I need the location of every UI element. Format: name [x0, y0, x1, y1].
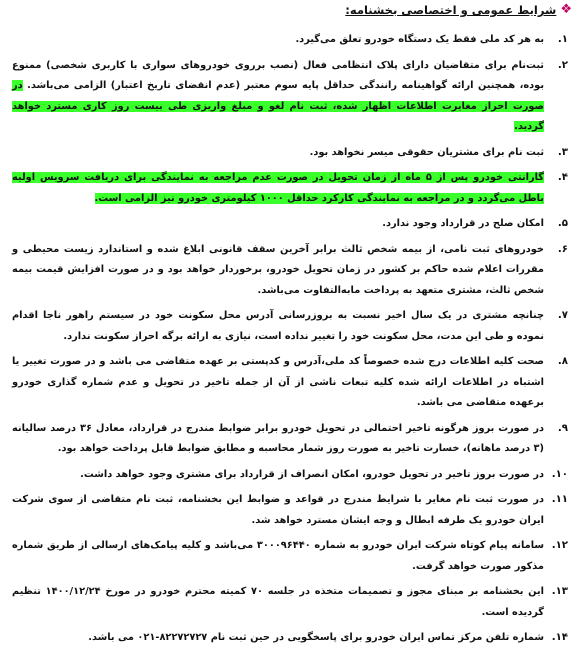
item-number: ۵. [557, 218, 568, 229]
item-text [12, 423, 544, 455]
item-number: ۹. [557, 422, 568, 434]
text-segment: صحت کلیه اطلاعات درج شده خصوصاً کد ملی،آدرس و کدپستی بر عهده متقاضی می باشد و در صورت تغییر یا اشتباه در اطلاعات ارائه شده کلیه تبعات ناشی از آن از جمله تاخیر در تحویل و عدم شماره گذاری خودرو برعهده متقاضی می باشد. [12, 356, 544, 408]
diamond-bullet-icon: ❖ [560, 2, 572, 17]
item-text [295, 34, 544, 45]
item-number: ۱۳. [551, 586, 568, 597]
item-number: ۱. [557, 34, 568, 45]
text-segment: در صورت ثبت نام مغایر با شرایط مندرج در قواعد و ضوابط این بخشنامه، ثبت نام متقاضی از سوی شرکت ایران خودرو یک طرفه ابطال و وجه ایشان مسترد خواهد شد. [12, 494, 544, 526]
item-number: ۴. [557, 172, 568, 183]
item-text [12, 310, 544, 342]
item-number: ۶. [557, 243, 568, 255]
item-number: ۱۲. [551, 540, 568, 551]
item-number: ۱۱. [551, 494, 568, 505]
list-item [10, 30, 572, 51]
item-number: ۲. [557, 59, 568, 71]
list-item [10, 419, 572, 460]
text-segment: این بخشنامه بر مبنای مجوز و تصمیمات متخذه در جلسه ۷۰ کمیته محترم خودرو در مورخ ۱۴۰۰/۱۲/۲۴ تنظیم گردیده است. [12, 586, 544, 618]
list-item [10, 168, 572, 209]
highlighted-text: گارانتی خودرو پس از ۵ ماه از زمان تحویل در صورت عدم مراجعه به نمایندگی برای دریافت سرویس اولیه باطل می‌گردد و در مراجعه به نمایندگی کارکرد حداقل ۱۰۰۰ کیلومتری خودرو نیز الزامی است. [12, 172, 544, 204]
list-item [10, 306, 572, 347]
text-segment: خودروهای ثبت نامی، از بیمه شخص ثالث برابر آخرین سقف قانونی ابلاغ شده و استاندارد زیست محیطی و مقررات اعلام شده حاکم بر کشور در زمان تحویل خودرو، برخوردار خواهد بود و در صورت افزایش قیمت بیمه شخص ثالث، مشتری متعهد به پرداخت مابه‌التفاوت می‌باشد. [12, 243, 544, 296]
list-item [10, 240, 572, 302]
item-text [80, 469, 544, 480]
item-number: ۱۴. [551, 632, 568, 643]
item-text [12, 494, 544, 526]
item-text [12, 244, 544, 296]
list-item [10, 536, 572, 577]
item-number: ۸. [557, 356, 568, 367]
text-segment: چنانچه مشتری در یک سال اخیر نسبت به بروزرسانی آدرس محل سکونت خود در سیستم راهور ناجا اقدام نموده و طی این مدت، محل سکونت خود را تغییر نداده است، نیازی به ارائه برگه احراز سکونت ندارد. [12, 310, 544, 342]
list-item [10, 143, 572, 164]
section-title: شرایط عمومی و اختصاصی بخشنامه: [345, 3, 557, 17]
list-item [10, 56, 572, 138]
item-text [12, 172, 544, 204]
item-number: ۷. [557, 310, 568, 321]
text-segment: ثبت‌نام برای متقاضیان دارای پلاک انتظامی فعال (نصب برروی خودروهای سواری با کاربری شخصی) ممنوع بوده، همچنین ارائه گواهینامه رانندگی حداقل پایه سوم معتبر (عدم انقضای تاریخ اعتبار) الزامی می‌باشد. [12, 59, 544, 91]
text-segment: شماره تلفن مرکز تماس ایران خودرو برای پاسخگویی در حین ثبت نام ۸۲۲۷۲۷۲۷-۰۲۱ می باشد. [88, 632, 544, 643]
list-item [10, 582, 572, 623]
terms-list [10, 30, 572, 649]
item-text [12, 586, 544, 618]
list-item [10, 465, 572, 486]
text-segment: در صورت بروز تاخیر در تحویل خودرو، امکان انصراف از قرارداد برای مشتری وجود خواهد داشت. [80, 468, 544, 480]
text-segment: ثبت نام برای مشتریان حقوقی میسر نخواهد بود. [309, 146, 544, 158]
list-item [10, 490, 572, 531]
list-item [10, 352, 572, 414]
item-text [12, 60, 544, 133]
item-text [310, 147, 544, 158]
item-number: ۱۰. [551, 468, 568, 480]
item-text [12, 540, 544, 572]
list-item [10, 214, 572, 235]
text-segment: به هر کد ملی فقط یک دستگاه خودرو تعلق می‌گیرد. [295, 34, 544, 45]
item-number: ۳. [557, 146, 568, 158]
list-item [10, 628, 572, 649]
text-segment: در صورت بروز هرگونه تاخیر احتمالی در تحویل خودرو برابر ضوابط مندرج در قرارداد، معادل ۳۶ درصد سالیانه (۳ درصد ماهانه)، خسارت تاخیر به صورت روز شمار محاسبه و مطابق ضوابط قابل پرداخت خواهد بود. [12, 422, 545, 454]
text-segment: سامانه پیام کوتاه شرکت ایران خودرو به شماره ۳۰۰۰۹۶۴۴۰ می‌باشد و کلیه پیامک‌های ارسالی از طریق شماره مذکور صورت خواهد گرفت. [12, 540, 545, 572]
highlighted-text: در صورت احراز مغایرت اطلاعات اظهار شده، ثبت نام لغو و مبلغ واریزی طی بیست روز کاری مسترد خواهد گردید. [12, 80, 544, 132]
section-heading [10, 2, 572, 18]
item-text [88, 632, 544, 643]
item-text [12, 356, 544, 408]
text-segment: امکان صلح در قرارداد وجود ندارد. [382, 218, 544, 229]
item-text [382, 218, 544, 229]
